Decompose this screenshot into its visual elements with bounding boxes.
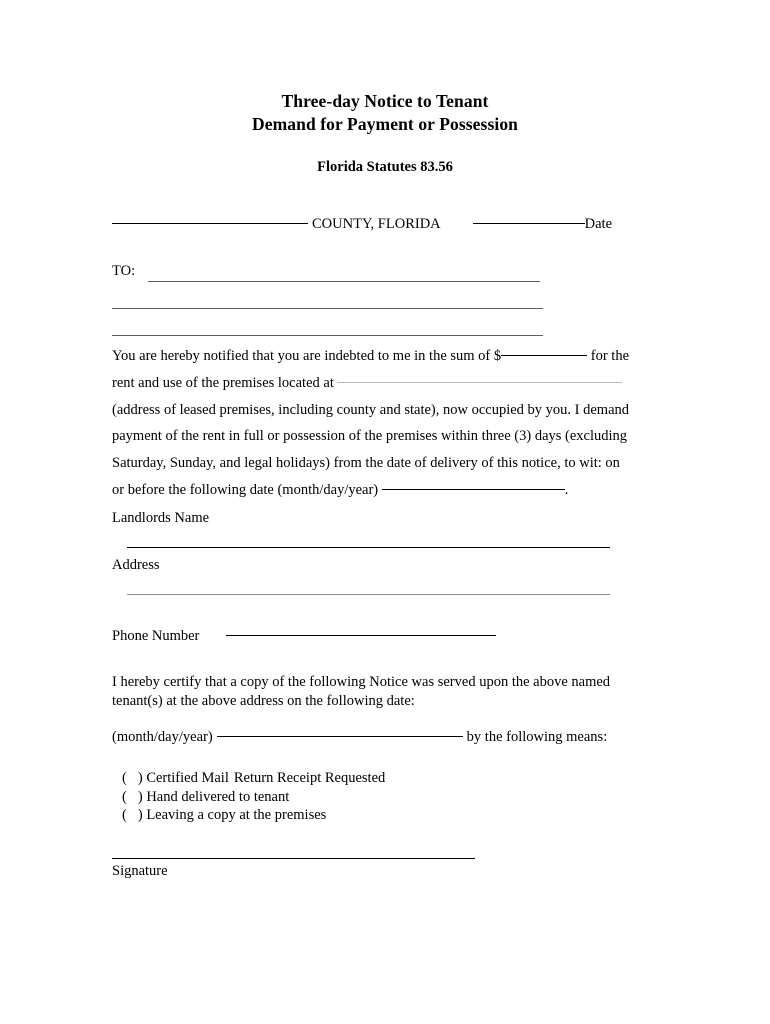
demand-line-5: Saturday, Sunday, and legal holidays) from the date of delivery of this notice, to wit: on — [112, 455, 620, 472]
checkbox-close-paren: ) — [137, 788, 143, 805]
demand-paragraph — [112, 343, 664, 504]
signature-label: Signature — [112, 863, 168, 879]
checkbox-open-paren: ( — [122, 770, 127, 786]
demand-line-6-text: or before the following date (month/day/year) — [112, 481, 379, 498]
phone-number-row — [112, 628, 496, 645]
demand-line-1-text-before: You are hereby notified that you are indebted to me in the sum of $ — [112, 348, 502, 364]
statute-reference: Florida Statutes 83.56 — [317, 159, 453, 175]
service-method-option[interactable] — [122, 769, 385, 788]
phone-number-blank-field[interactable] — [226, 635, 496, 636]
checkbox-open-paren: ( — [122, 788, 127, 805]
date-label: Date — [584, 216, 613, 232]
title-line-2: Demand for Payment or Possession — [251, 114, 519, 134]
demand-line-6 — [112, 477, 664, 504]
county-label: COUNTY, FLORIDA — [312, 216, 441, 232]
landlord-name-blank-field[interactable] — [127, 547, 610, 548]
to-blank-line-1[interactable] — [148, 281, 540, 282]
landlord-address-blank-field[interactable] — [127, 594, 610, 595]
landlord-address-label: Address — [112, 557, 160, 573]
service-method-list — [122, 769, 385, 825]
signature-blank-field[interactable] — [112, 858, 475, 859]
county-blank-field[interactable] — [112, 223, 308, 224]
demand-line-4: payment of the rent in full or possession of the premises within three (3) days (excluding — [112, 428, 628, 445]
demand-line-1-text-after: for the — [590, 348, 630, 364]
demand-line-3: (address of leased premises, including county and state), now occupied by you. I demand — [112, 401, 630, 418]
checkbox-close-paren: ) — [137, 807, 143, 823]
checkbox-open-paren: ( — [122, 807, 127, 823]
premises-address-blank-field[interactable] — [337, 382, 622, 383]
title-line-1: Three-day Notice to Tenant — [281, 91, 489, 111]
demand-line-6-period: . — [564, 481, 569, 498]
checkbox-close-paren: ) — [137, 770, 143, 786]
demand-line-1 — [112, 343, 664, 370]
service-method-option[interactable] — [122, 806, 385, 825]
service-method-option[interactable] — [122, 788, 385, 807]
service-method-label-part-2: Return Receipt Requested — [233, 770, 386, 786]
page-title — [0, 90, 770, 136]
certification-line-1: I hereby certify that a copy of the following Notice was served upon the above named — [112, 674, 611, 690]
service-date-label: (month/day/year) — [112, 729, 213, 745]
amount-blank-field[interactable] — [501, 355, 587, 356]
phone-number-label: Phone Number — [112, 628, 200, 644]
certification-paragraph — [112, 673, 652, 711]
county-date-row — [112, 216, 672, 233]
certification-line-2: tenant(s) at the above address on the following date: — [112, 693, 415, 709]
to-blank-line-2[interactable] — [112, 308, 543, 309]
deadline-date-blank-field[interactable] — [382, 489, 565, 490]
landlord-name-label: Landlords Name — [112, 510, 210, 526]
demand-line-2 — [112, 370, 664, 397]
service-date-blank-field[interactable] — [217, 736, 463, 737]
to-blank-line-3[interactable] — [112, 335, 543, 336]
service-method-label-part-1: Hand delivered to tenant — [146, 788, 290, 805]
date-blank-field[interactable] — [473, 223, 585, 224]
to-label: TO: — [112, 263, 136, 279]
service-method-label-part-1: Certified Mail — [146, 770, 229, 786]
service-method-label-part-1: Leaving a copy at the premises — [146, 807, 327, 823]
service-date-row — [112, 729, 607, 746]
service-date-suffix: by the following means: — [466, 729, 608, 745]
demand-line-2-text: rent and use of the premises located at — [112, 374, 334, 391]
